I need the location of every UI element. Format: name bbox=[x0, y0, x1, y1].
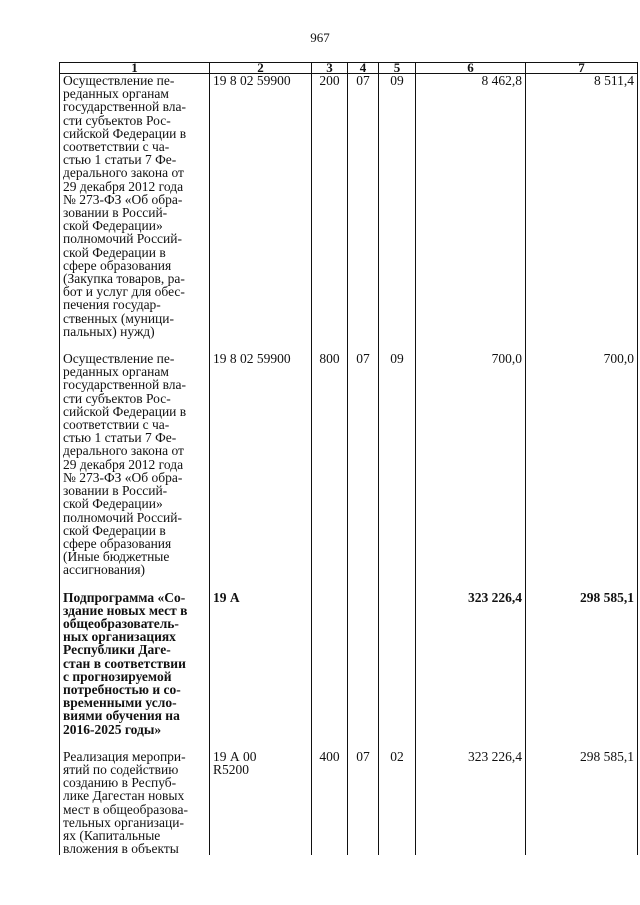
name-line: дерального закона от bbox=[63, 443, 184, 459]
type-code-cell bbox=[312, 591, 348, 736]
amount-cell-col7: 700,0 bbox=[526, 352, 638, 576]
name-line: 2016-2025 годы» bbox=[63, 721, 162, 737]
name-line: реданных органам bbox=[63, 86, 169, 102]
name-line: Республики Даге- bbox=[63, 642, 171, 658]
name-line: здание новых мест в bbox=[63, 602, 188, 618]
table-row bbox=[60, 750, 638, 856]
name-line: 29 декабря 2012 года bbox=[63, 178, 184, 194]
name-line: Реализация меропри- bbox=[63, 748, 186, 764]
subsection-code-cell: 09 bbox=[379, 74, 416, 339]
column-header: 5 bbox=[379, 63, 416, 74]
name-line: сти субъектов Рос- bbox=[63, 112, 171, 128]
name-line: ятий по содействию bbox=[63, 761, 179, 777]
name-line: соответствии с ча- bbox=[63, 139, 170, 155]
name-line: соответствии с ча- bbox=[63, 417, 170, 433]
name-line: полномочий Россий- bbox=[63, 509, 182, 525]
header-row bbox=[60, 63, 638, 74]
code-line: R5200 bbox=[213, 761, 250, 777]
name-line: 29 декабря 2012 года bbox=[63, 456, 184, 472]
name-line: зовании в Россий- bbox=[63, 483, 168, 499]
name-line: временными усло- bbox=[63, 695, 177, 711]
row-spacer bbox=[60, 577, 638, 591]
row-name-cell bbox=[60, 352, 210, 576]
section-code-cell: 07 bbox=[348, 352, 379, 576]
table-row-subprogram bbox=[60, 591, 638, 736]
name-line: общеобразователь- bbox=[63, 615, 179, 631]
amount-cell-col6: 323 226,4 bbox=[416, 591, 526, 736]
row-spacer bbox=[60, 736, 638, 750]
name-line: созданию в Респуб- bbox=[63, 775, 177, 791]
name-line: (Закупка товаров, ра- bbox=[63, 271, 185, 287]
name-line: ассигнования) bbox=[63, 562, 146, 578]
column-header: 4 bbox=[348, 63, 379, 74]
name-line: сийской Федерации в bbox=[63, 125, 187, 141]
name-line: с прогнозируемой bbox=[63, 668, 172, 684]
name-line: виями обучения на bbox=[63, 708, 180, 724]
name-line: государственной вла- bbox=[63, 377, 187, 393]
column-header: 6 bbox=[416, 63, 526, 74]
code-line: 19 8 02 59900 bbox=[213, 351, 291, 367]
column-header: 2 bbox=[210, 63, 312, 74]
code-line: 19 А 00 bbox=[213, 748, 257, 764]
name-line: лике Дагестан новых bbox=[63, 788, 185, 804]
code-cell bbox=[210, 750, 312, 856]
subsection-code-cell: 09 bbox=[379, 352, 416, 576]
name-line: сийской Федерации в bbox=[63, 403, 187, 419]
code-cell bbox=[210, 591, 312, 736]
section-code-cell: 07 bbox=[348, 74, 379, 339]
page-number: 967 bbox=[310, 30, 330, 45]
name-line: ской Федерации» bbox=[63, 218, 163, 234]
code-cell bbox=[210, 352, 312, 576]
amount-cell-col7: 298 585,1 bbox=[526, 750, 638, 856]
name-line: зовании в Россий- bbox=[63, 205, 168, 221]
column-header: 3 bbox=[312, 63, 348, 74]
section-code-cell: 07 bbox=[348, 750, 379, 856]
budget-table bbox=[59, 62, 638, 855]
name-line: сфере образования bbox=[63, 257, 172, 273]
row-name-cell bbox=[60, 74, 210, 339]
name-line: № 273-ФЗ «Об обра- bbox=[63, 191, 183, 207]
subsection-code-cell: 02 bbox=[379, 750, 416, 856]
amount-cell-col6: 323 226,4 bbox=[416, 750, 526, 856]
code-line: 19 А bbox=[213, 589, 240, 605]
name-line: ской Федерации в bbox=[63, 522, 166, 538]
name-line: печения государ- bbox=[63, 297, 161, 313]
amount-cell-col6: 700,0 bbox=[416, 352, 526, 576]
subsection-code-cell bbox=[379, 591, 416, 736]
name-line: пальных) нужд) bbox=[63, 323, 155, 339]
name-line: (Иные бюджетные bbox=[63, 549, 170, 565]
name-line: Подпрограмма «Со- bbox=[63, 589, 186, 605]
name-line: государственной вла- bbox=[63, 99, 187, 115]
name-line: Осуществление пе- bbox=[63, 73, 175, 88]
type-code-cell: 400 bbox=[312, 750, 348, 856]
name-line: стью 1 статьи 7 Фе- bbox=[63, 152, 177, 168]
name-line: бот и услуг для обес- bbox=[63, 284, 185, 300]
amount-cell-col7: 8 511,4 bbox=[526, 74, 638, 339]
name-line: сфере образования bbox=[63, 535, 172, 551]
name-line: вложения в объекты bbox=[63, 841, 179, 857]
name-line: № 273-ФЗ «Об обра- bbox=[63, 469, 183, 485]
name-line: ных организациях bbox=[63, 629, 176, 645]
name-line: стью 1 статьи 7 Фе- bbox=[63, 430, 177, 446]
row-name-cell bbox=[60, 750, 210, 856]
name-line: мест в общеобразова- bbox=[63, 801, 188, 817]
name-line: Осуществление пе- bbox=[63, 351, 175, 367]
amount-cell-col7: 298 585,1 bbox=[526, 591, 638, 736]
name-line: ях (Капитальные bbox=[63, 827, 161, 843]
name-line: сти субъектов Рос- bbox=[63, 390, 171, 406]
type-code-cell: 800 bbox=[312, 352, 348, 576]
row-name-cell bbox=[60, 591, 210, 736]
name-line: реданных органам bbox=[63, 364, 169, 380]
section-code-cell bbox=[348, 591, 379, 736]
column-header: 7 bbox=[526, 63, 638, 74]
column-header: 1 bbox=[60, 63, 210, 74]
name-line: стан в соответствии bbox=[63, 655, 186, 671]
name-line: полномочий Россий- bbox=[63, 231, 182, 247]
table-row bbox=[60, 352, 638, 576]
amount-cell-col6: 8 462,8 bbox=[416, 74, 526, 339]
type-code-cell: 200 bbox=[312, 74, 348, 339]
table-row bbox=[60, 74, 638, 339]
code-line: 19 8 02 59900 bbox=[213, 73, 291, 88]
row-spacer bbox=[60, 338, 638, 352]
code-cell bbox=[210, 74, 312, 339]
name-line: ственных (муници- bbox=[63, 310, 175, 326]
name-line: тельных организаци- bbox=[63, 814, 184, 830]
name-line: дерального закона от bbox=[63, 165, 184, 181]
name-line: ской Федерации» bbox=[63, 496, 163, 512]
name-line: потребностью и со- bbox=[63, 681, 181, 697]
name-line: ской Федерации в bbox=[63, 244, 166, 260]
